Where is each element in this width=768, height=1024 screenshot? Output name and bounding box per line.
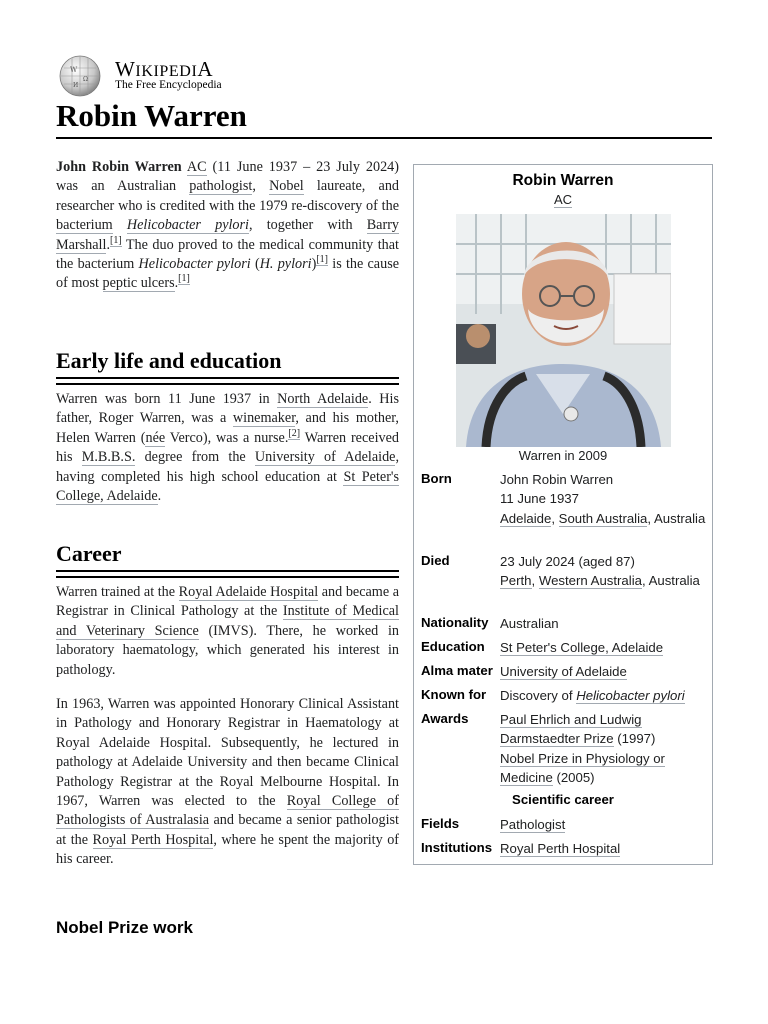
link-university-of-adelaide[interactable]: University of Adelaide bbox=[500, 664, 627, 679]
value-awards: Paul Ehrlich and Ludwig Darmstaedter Prize (1997) Nobel Prize in Physiology or Medicine (2005) bbox=[500, 712, 665, 786]
link-south-australia[interactable]: South Australia bbox=[558, 510, 648, 526]
value-education bbox=[500, 638, 706, 657]
value-nationality: Australian bbox=[500, 616, 559, 631]
value-alma-mater bbox=[500, 662, 706, 681]
link-st-peters-college[interactable]: St Peter's College, Adelaide bbox=[500, 640, 664, 655]
link-nobel[interactable]: Nobel bbox=[269, 178, 304, 195]
wikipedia-globe-icon[interactable] bbox=[56, 54, 104, 98]
section-heading-nobel-prize-work: Nobel Prize work bbox=[56, 918, 193, 937]
label-institutions: Institutions bbox=[421, 840, 493, 855]
section-heading-career: Career bbox=[56, 541, 122, 566]
link-ac[interactable]: AC bbox=[553, 192, 573, 207]
citation-1[interactable]: [1] bbox=[178, 273, 190, 285]
infobox-section-scientific-career: Scientific career bbox=[512, 792, 614, 807]
section-divider bbox=[56, 377, 399, 385]
infobox-title: Robin Warren bbox=[512, 172, 614, 189]
label-nationality: Nationality bbox=[421, 615, 489, 630]
link-bacterium[interactable]: bacterium bbox=[56, 217, 113, 234]
label-born: Born bbox=[421, 471, 452, 486]
link-winemaker[interactable]: winemaker bbox=[232, 410, 296, 427]
svg-text:Ω: Ω bbox=[83, 76, 88, 83]
svg-text:W: W bbox=[70, 66, 78, 74]
title-divider bbox=[56, 137, 712, 139]
link-north-adelaide[interactable]: North Adelaide bbox=[277, 391, 369, 407]
label-alma-mater: Alma mater bbox=[421, 663, 493, 678]
value-born: John Robin Warren 11 June 1937 Adelaide, South Australia, Australia bbox=[500, 472, 706, 526]
lead-paragraph: John Robin Warren AC (11 June 1937 – 23 July 2024) was an Australian pathologist, Nobel laureate, and researcher who is credited with the 1979 re-discovery of the bacterium Helicobacter pylori, together with Barry Marshall.[1] The duo proved to the medical community that the bacterium Helicobacter pylori (H. pylori)[1] is the cause of most peptic ulcers.[1] bbox=[56, 159, 400, 292]
link-nobel-prize-medicine[interactable]: Nobel Prize in Physiology or Medicine bbox=[500, 750, 665, 786]
link-peptic-ulcers[interactable]: peptic ulcers bbox=[102, 275, 175, 292]
link-barry-marshall[interactable]: Barry Marshall bbox=[56, 217, 400, 253]
svg-text:И: И bbox=[73, 82, 79, 89]
link-rcpa[interactable]: Royal College of Pathologists of Australasia bbox=[56, 793, 399, 829]
citation-1[interactable]: [1] bbox=[316, 254, 329, 266]
citation-2[interactable]: [2] bbox=[288, 427, 301, 439]
page-title: Robin Warren bbox=[56, 98, 247, 133]
link-pathologist[interactable]: pathologist bbox=[189, 178, 253, 195]
label-fields: Fields bbox=[421, 816, 460, 831]
link-mbbs[interactable]: M.B.B.S. bbox=[81, 449, 136, 466]
infobox bbox=[413, 164, 713, 865]
link-ac[interactable]: AC bbox=[186, 159, 207, 175]
link-perth[interactable]: Perth bbox=[500, 573, 532, 589]
wikipedia-tagline: The Free Encyclopedia bbox=[115, 79, 222, 91]
value-died: 23 July 2024 (aged 87) Perth, Western Australia, Australia bbox=[500, 554, 700, 589]
link-paul-ehrlich-prize[interactable]: Paul Ehrlich and Ludwig Darmstaedter Prize bbox=[500, 712, 642, 747]
label-died: Died bbox=[421, 553, 450, 568]
value-fields bbox=[500, 815, 706, 834]
photo-caption: Warren in 2009 bbox=[518, 448, 608, 463]
link-western-australia[interactable]: Western Australia bbox=[538, 573, 642, 589]
label-education: Education bbox=[421, 639, 485, 654]
section-heading-early-life: Early life and education bbox=[56, 348, 282, 373]
link-royal-adelaide-hospital[interactable]: Royal Adelaide Hospital bbox=[178, 584, 319, 600]
link-university-of-adelaide[interactable]: University of Adelaide bbox=[254, 449, 396, 466]
link-helicobacter-pylori[interactable]: Helicobacter pylori bbox=[576, 688, 685, 703]
link-royal-perth-hospital[interactable]: Royal Perth Hospital bbox=[500, 841, 621, 856]
value-known-for: Discovery of Helicobacter pylori bbox=[500, 688, 685, 703]
link-nee[interactable]: née bbox=[145, 429, 166, 446]
infobox-post-nominal bbox=[414, 192, 712, 207]
link-royal-perth-hospital[interactable]: Royal Perth Hospital bbox=[92, 831, 214, 848]
wikipedia-wordmark[interactable]: WIKIPEDIA bbox=[115, 57, 214, 81]
link-pathologist[interactable]: Pathologist bbox=[500, 817, 566, 832]
link-adelaide[interactable]: Adelaide bbox=[500, 510, 552, 526]
link-imvs[interactable]: Institute of Medical and Veterinary Science bbox=[56, 603, 399, 639]
citation-1[interactable]: [1] bbox=[109, 234, 122, 246]
career-paragraph-1: Warren trained at the Royal Adelaide Hospital and became a Registrar in Clinical Pathology at the Institute of Medical and Veterinary Science (IMVS). There, he worked in laboratory haematology, which generated his interest in pathology. bbox=[56, 584, 400, 678]
early-life-paragraph: Warren was born 11 June 1937 in North Adelaide. His father, Roger Warren, was a winemaker, and his mother, Helen Warren (née Verco), was a nurse.[2] Warren received his M.B.B.S. degree from the University of Adelaide, having completed his high school education at St Peter's College, Adelaide. bbox=[56, 391, 400, 505]
link-helicobacter-pylori[interactable]: Helicobacter pylori bbox=[126, 217, 249, 234]
label-awards: Awards bbox=[421, 711, 469, 726]
value-institutions bbox=[500, 839, 706, 858]
site-header bbox=[56, 54, 356, 98]
portrait-photo[interactable] bbox=[456, 214, 671, 447]
section-divider bbox=[56, 570, 399, 578]
career-paragraph-2: In 1963, Warren was appointed Honorary Clinical Assistant in Pathology and Honorary Registrar in Haematology at Royal Adelaide Hospital. Subsequently, he lectured in pathology at Adelaide University and then became Clinical Pathology Registrar at the Royal Melbourne Hospital. In 1967, Warren was elected to the Royal College of Pathologists of Australasia and became a senior pathologist at the Royal Perth Hospital, where he spent the majority of his career. bbox=[56, 696, 400, 868]
link-st-peters-college[interactable]: St Peter's College, Adelaide bbox=[56, 468, 399, 505]
label-known-for: Known for bbox=[421, 687, 487, 702]
